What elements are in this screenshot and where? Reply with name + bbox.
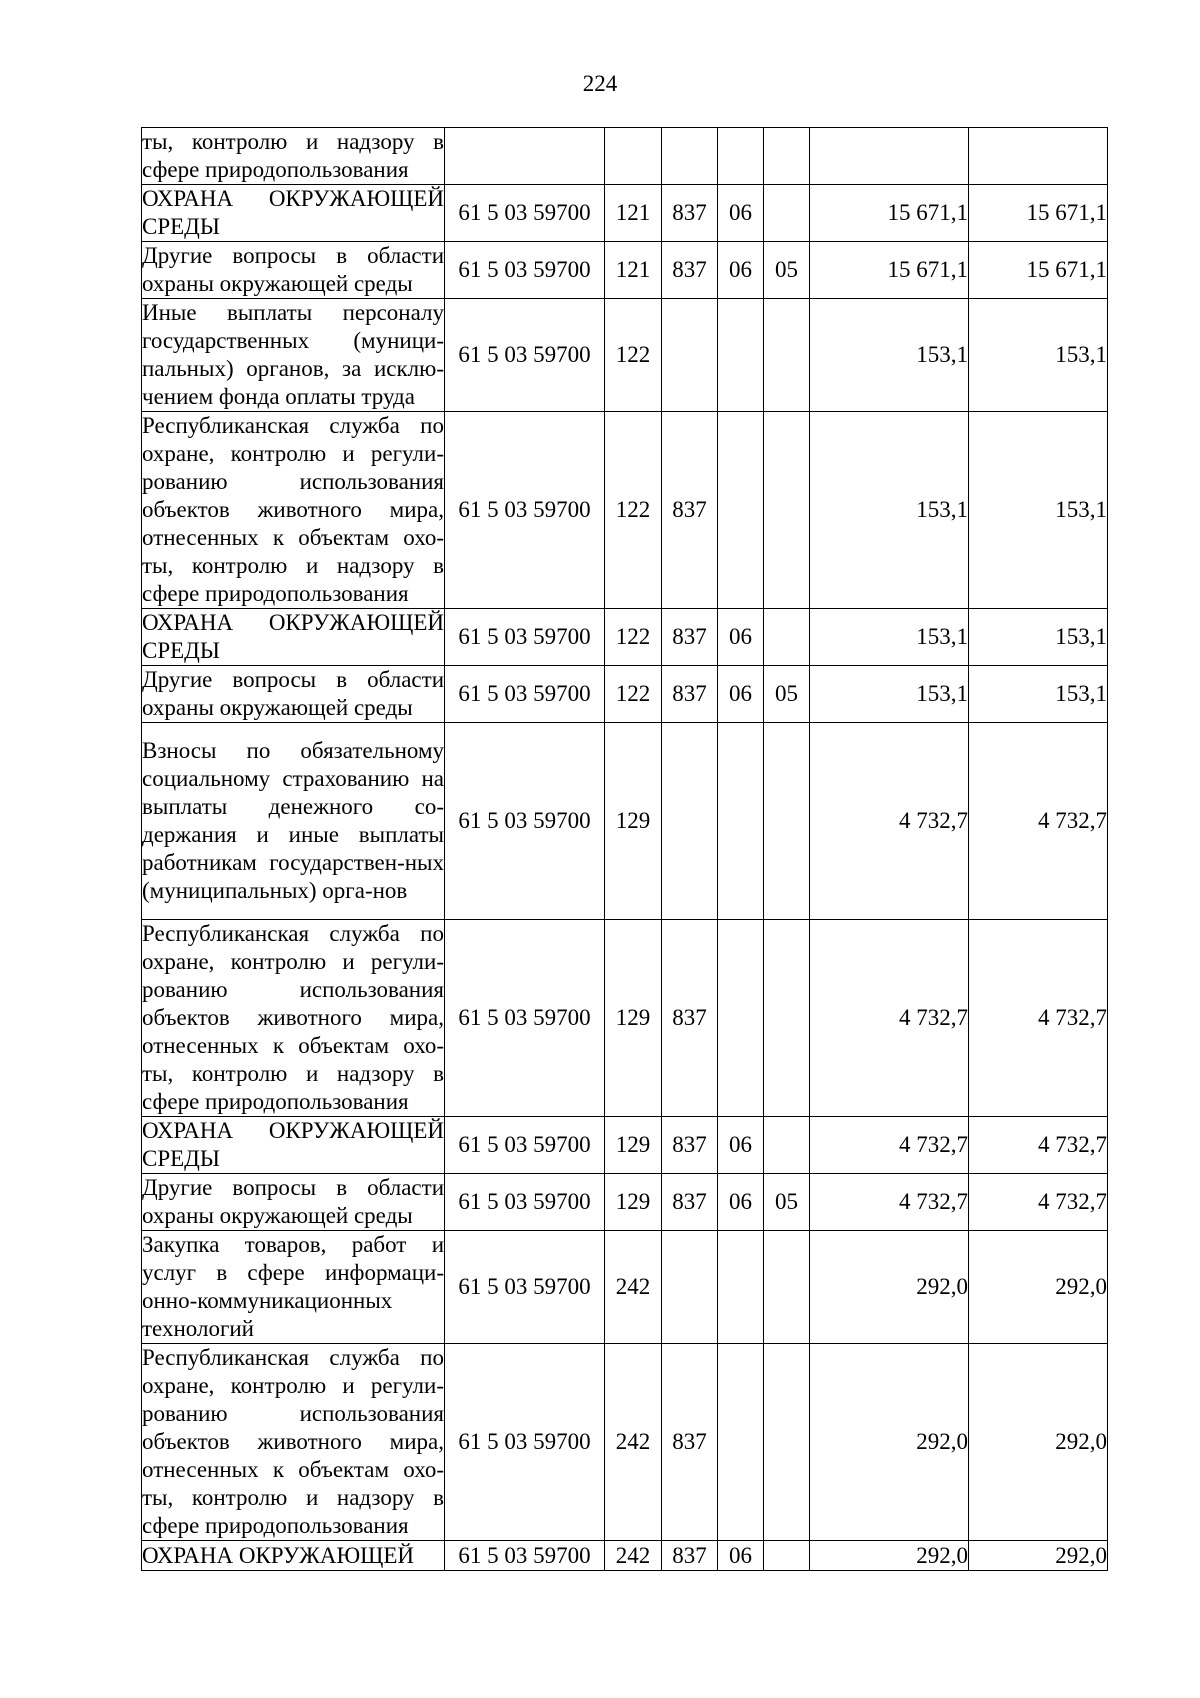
table-row: [142, 666, 1108, 723]
row-name: Закупка товаров, работ и услуг в сфере информаци-онно-коммуникационных технологий: [142, 1231, 445, 1344]
row-csr: [445, 128, 605, 185]
row-sum1: 292,0: [810, 1541, 969, 1571]
table-row: [142, 723, 1108, 920]
row-csr: 61 5 03 59700: [445, 666, 605, 723]
row-sum2: 153,1: [969, 412, 1108, 609]
row-csr: 61 5 03 59700: [445, 1174, 605, 1231]
row-name: ОХРАНА ОКРУЖАЮЩЕЙ: [142, 1541, 445, 1571]
row-pr: [764, 723, 810, 920]
row-sum2: 292,0: [969, 1541, 1108, 1571]
row-rz: [718, 412, 764, 609]
row-ved: 837: [662, 920, 718, 1117]
row-sum1: 4 732,7: [810, 723, 969, 920]
row-rz: [718, 920, 764, 1117]
row-pr: [764, 1344, 810, 1541]
row-sum1: 15 671,1: [810, 242, 969, 299]
budget-table-body: [142, 128, 1108, 1571]
row-name: ОХРАНА ОКРУЖАЮЩЕЙ СРЕДЫ: [142, 609, 445, 666]
row-sum1: 292,0: [810, 1231, 969, 1344]
table-row: [142, 185, 1108, 242]
row-name: Иные выплаты персоналу государственных (муници-пальных) органов, за исклю-чением фонда оплаты труда: [142, 299, 445, 412]
row-pr: [764, 609, 810, 666]
row-sum2: 4 732,7: [969, 920, 1108, 1117]
row-pr: [764, 1541, 810, 1571]
row-name: ОХРАНА ОКРУЖАЮЩЕЙ СРЕДЫ: [142, 185, 445, 242]
row-vr: [605, 128, 662, 185]
row-ved: 837: [662, 412, 718, 609]
budget-table: [141, 127, 1108, 1571]
row-name: Республиканская служба по охране, контролю и регули-рованию использования объектов животного мира, отнесенных к объектам охо-ты, контролю и надзору в сфере природопользования: [142, 920, 445, 1117]
table-row: [142, 1344, 1108, 1541]
row-vr: 122: [605, 412, 662, 609]
row-sum2: 4 732,7: [969, 723, 1108, 920]
row-csr: 61 5 03 59700: [445, 1541, 605, 1571]
row-sum2: 4 732,7: [969, 1174, 1108, 1231]
row-name: ОХРАНА ОКРУЖАЮЩЕЙ СРЕДЫ: [142, 1117, 445, 1174]
row-sum2: 4 732,7: [969, 1117, 1108, 1174]
row-ved: 837: [662, 666, 718, 723]
row-pr: [764, 299, 810, 412]
row-ved: 837: [662, 1117, 718, 1174]
row-ved: [662, 1231, 718, 1344]
table-row: [142, 1174, 1108, 1231]
row-rz: [718, 299, 764, 412]
row-sum1: 153,1: [810, 609, 969, 666]
row-ved: 837: [662, 242, 718, 299]
row-vr: 129: [605, 1174, 662, 1231]
row-sum1: 4 732,7: [810, 920, 969, 1117]
row-csr: 61 5 03 59700: [445, 185, 605, 242]
table-row: [142, 920, 1108, 1117]
row-sum1: 153,1: [810, 412, 969, 609]
page-number: 224: [582, 71, 618, 96]
row-sum2: [969, 128, 1108, 185]
row-sum1: 4 732,7: [810, 1174, 969, 1231]
row-sum2: 153,1: [969, 609, 1108, 666]
row-sum2: 153,1: [969, 666, 1108, 723]
row-name: ты, контролю и надзору в сфере природопользования: [142, 128, 445, 185]
row-rz: 06: [718, 185, 764, 242]
row-sum2: 292,0: [969, 1344, 1108, 1541]
table-row: [142, 1231, 1108, 1344]
row-ved: 837: [662, 1344, 718, 1541]
row-pr: 05: [764, 1174, 810, 1231]
row-sum1: 153,1: [810, 299, 969, 412]
row-vr: 122: [605, 609, 662, 666]
row-rz: 06: [718, 242, 764, 299]
row-rz: 06: [718, 666, 764, 723]
row-rz: 06: [718, 609, 764, 666]
row-pr: [764, 185, 810, 242]
table-row: [142, 128, 1108, 185]
row-vr: 242: [605, 1231, 662, 1344]
row-rz: [718, 723, 764, 920]
row-pr: [764, 920, 810, 1117]
row-rz: 06: [718, 1174, 764, 1231]
row-csr: 61 5 03 59700: [445, 299, 605, 412]
row-name: Другие вопросы в области охраны окружающей среды: [142, 666, 445, 723]
row-csr: 61 5 03 59700: [445, 1231, 605, 1344]
row-pr: [764, 1117, 810, 1174]
row-rz: [718, 128, 764, 185]
row-name: Другие вопросы в области охраны окружающей среды: [142, 242, 445, 299]
row-csr: 61 5 03 59700: [445, 242, 605, 299]
row-ved: [662, 723, 718, 920]
row-sum1: 292,0: [810, 1344, 969, 1541]
row-vr: 121: [605, 185, 662, 242]
table-row: [142, 1541, 1108, 1571]
row-name: Другие вопросы в области охраны окружающей среды: [142, 1174, 445, 1231]
row-sum2: 153,1: [969, 299, 1108, 412]
row-ved: 837: [662, 1174, 718, 1231]
row-pr: 05: [764, 666, 810, 723]
row-sum2: 292,0: [969, 1231, 1108, 1344]
row-csr: 61 5 03 59700: [445, 1117, 605, 1174]
row-pr: [764, 412, 810, 609]
row-ved: 837: [662, 185, 718, 242]
row-rz: 06: [718, 1117, 764, 1174]
row-ved: 837: [662, 609, 718, 666]
row-sum2: 15 671,1: [969, 242, 1108, 299]
table-row: [142, 299, 1108, 412]
row-sum1: 4 732,7: [810, 1117, 969, 1174]
row-sum2: 15 671,1: [969, 185, 1108, 242]
row-csr: 61 5 03 59700: [445, 920, 605, 1117]
row-name: Республиканская служба по охране, контролю и регули-рованию использования объектов животного мира, отнесенных к объектам охо-ты, контролю и надзору в сфере природопользования: [142, 1344, 445, 1541]
row-vr: 242: [605, 1344, 662, 1541]
row-ved: [662, 128, 718, 185]
row-rz: 06: [718, 1541, 764, 1571]
row-sum1: 153,1: [810, 666, 969, 723]
row-rz: [718, 1344, 764, 1541]
row-name: Взносы по обязательному социальному страхованию на выплаты денежного со-держания и иные выплаты работникам государствен-ных (муниципальных) орга-нов: [142, 723, 445, 920]
row-csr: 61 5 03 59700: [445, 412, 605, 609]
row-pr: 05: [764, 242, 810, 299]
row-pr: [764, 128, 810, 185]
row-csr: 61 5 03 59700: [445, 609, 605, 666]
row-vr: 242: [605, 1541, 662, 1571]
row-vr: 129: [605, 920, 662, 1117]
row-pr: [764, 1231, 810, 1344]
row-name: Республиканская служба по охране, контролю и регули-рованию использования объектов животного мира, отнесенных к объектам охо-ты, контролю и надзору в сфере природопользования: [142, 412, 445, 609]
table-row: [142, 412, 1108, 609]
row-vr: 121: [605, 242, 662, 299]
row-sum1: [810, 128, 969, 185]
row-rz: [718, 1231, 764, 1344]
row-vr: 122: [605, 666, 662, 723]
row-csr: 61 5 03 59700: [445, 1344, 605, 1541]
row-ved: [662, 299, 718, 412]
row-sum1: 15 671,1: [810, 185, 969, 242]
row-vr: 122: [605, 299, 662, 412]
table-row: [142, 1117, 1108, 1174]
table-row: [142, 609, 1108, 666]
row-vr: 129: [605, 723, 662, 920]
row-ved: 837: [662, 1541, 718, 1571]
table-row: [142, 242, 1108, 299]
row-vr: 129: [605, 1117, 662, 1174]
row-csr: 61 5 03 59700: [445, 723, 605, 920]
